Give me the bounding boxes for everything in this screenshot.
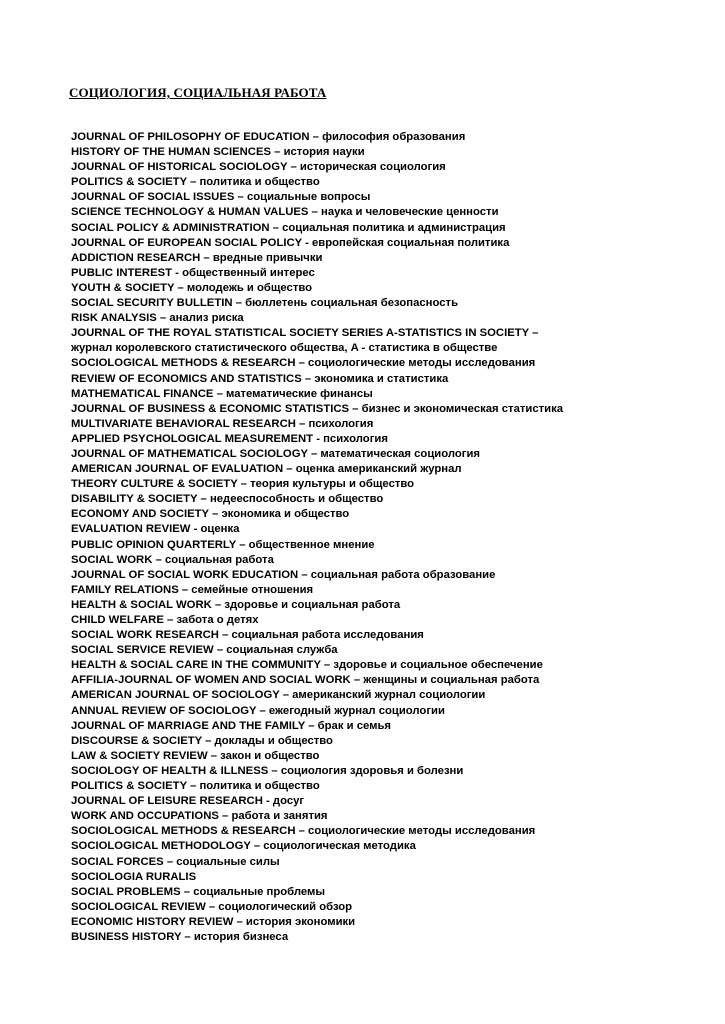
journal-entry: BUSINESS HISTORY – история бизнеса (71, 930, 289, 943)
journal-entry: APPLIED PSYCHOLOGICAL MEASUREMENT - психология (71, 432, 388, 445)
journal-entry: AFFILIA-JOURNAL OF WOMEN AND SOCIAL WORK – женщины и социальная работа (71, 674, 540, 687)
journal-entry: MATHEMATICAL FINANCE – математические финансы (71, 387, 373, 400)
journal-entry: SOCIOLOGICAL METHODS & RESEARCH – социологические методы исследования (71, 357, 536, 370)
journal-entry: THEORY CULTURE & SOCIETY – теория культуры и общество (71, 478, 415, 491)
journal-entry: SCIENCE TECHNOLOGY & HUMAN VALUES – наука и человеческие ценности (71, 206, 499, 219)
journal-entry: ECONOMIC HISTORY REVIEW – история экономики (71, 915, 356, 928)
journal-entry: SOCIAL POLICY & ADMINISTRATION – социальная политика и администрация (71, 221, 506, 234)
journal-entry: JOURNAL OF MATHEMATICAL SOCIOLOGY – математическая социология (71, 447, 481, 460)
journal-entry: DISABILITY & SOCIETY – недееспособность и общество (71, 493, 384, 506)
journal-entry: HEALTH & SOCIAL WORK – здоровье и социальная работа (71, 598, 401, 611)
journal-entry: PUBLIC INTEREST - общественный интерес (71, 266, 315, 279)
journal-entry: ECONOMY AND SOCIETY – экономика и общество (71, 508, 350, 521)
journal-entry: MULTIVARIATE BEHAVIORAL RESEARCH – психология (71, 417, 374, 430)
journal-entry: журнал королевского статистического общества, A - статистика в обществе (71, 342, 498, 355)
journal-entry: HEALTH & SOCIAL CARE IN THE COMMUNITY – здоровье и социальное обеспечение (71, 659, 543, 672)
journal-entry: ANNUAL REVIEW OF SOCIOLOGY – ежегодный журнал социологии (71, 704, 445, 717)
journal-entry: JOURNAL OF SOCIAL ISSUES – социальные вопросы (71, 191, 371, 204)
journal-entry: SOCIOLOGY OF HEALTH & ILLNESS – социология здоровья и болезни (71, 764, 464, 777)
journal-entry: JOURNAL OF EUROPEAN SOCIAL POLICY - европейская социальная политика (71, 236, 510, 249)
journal-entry: SOCIOLOGICAL METHODOLOGY – социологическая методика (71, 840, 416, 853)
journal-entry: YOUTH & SOCIETY – молодежь и общество (71, 281, 313, 294)
journal-entry: REVIEW OF ECONOMICS AND STATISTICS – экономика и статистика (71, 372, 449, 385)
journal-entry: DISCOURSE & SOCIETY – доклады и общество (71, 734, 333, 747)
journal-entry: JOURNAL OF BUSINESS & ECONOMIC STATISTICS – бизнес и экономическая статистика (71, 402, 564, 415)
journal-entry: PUBLIC OPINION QUARTERLY – общественное мнение (71, 538, 375, 551)
journal-entry: POLITICS & SOCIETY – политика и общество (71, 176, 320, 189)
journal-entry: WORK AND OCCUPATIONS – работа и занятия (71, 810, 328, 823)
journal-entry: SOCIAL SERVICE REVIEW – социальная служба (71, 644, 338, 657)
journal-entry: JOURNAL OF THE ROYAL STATISTICAL SOCIETY SERIES A-STATISTICS IN SOCIETY – (71, 327, 539, 340)
journal-entry: SOCIOLOGICAL METHODS & RESEARCH – социологические методы исследования (71, 825, 536, 838)
journal-entry: JOURNAL OF MARRIAGE AND THE FAMILY – брак и семья (71, 719, 392, 732)
journal-entry: SOCIAL WORK – социальная работа (71, 553, 274, 566)
document-heading: СОЦИОЛОГИЯ, СОЦИАЛЬНАЯ РАБОТА (69, 85, 327, 100)
journal-entry: SOCIOLOGIA RURALIS (71, 870, 197, 883)
journal-entry: RISK ANALYSIS – анализ риска (71, 312, 244, 325)
journal-entry: SOCIOLOGICAL REVIEW – социологический обзор (71, 900, 353, 913)
journal-entry: EVALUATION REVIEW - оценка (71, 523, 240, 536)
journal-entry: POLITICS & SOCIETY – политика и общество (71, 780, 320, 793)
journal-entry: JOURNAL OF LEISURE RESEARCH - досуг (71, 795, 305, 808)
journal-entry: CHILD WELFARE – забота о детях (71, 614, 259, 626)
journal-entry: AMERICAN JOURNAL OF SOCIOLOGY – американский журнал социологии (71, 689, 486, 702)
journal-list (71, 130, 711, 945)
journal-entry: JOURNAL OF PHILOSOPHY OF EDUCATION – философия образования (71, 131, 466, 143)
journal-entry: FAMILY RELATIONS – семейные отношения (71, 583, 314, 596)
journal-entry: SOCIAL WORK RESEARCH – социальная работа исследования (71, 629, 424, 642)
journal-entry: LAW & SOCIETY REVIEW – закон и общество (71, 749, 320, 762)
journal-entry: SOCIAL FORCES – социальные силы (71, 855, 280, 868)
journal-entry: SOCIAL PROBLEMS – социальные проблемы (71, 885, 326, 898)
journal-entry: HISTORY OF THE HUMAN SCIENCES – история науки (71, 146, 365, 159)
journal-entry: SOCIAL SECURITY BULLETIN – бюллетень социальная безопасность (71, 297, 459, 310)
journal-entry: JOURNAL OF HISTORICAL SOCIOLOGY – историческая социология (71, 161, 446, 174)
journal-entry: AMERICAN JOURNAL OF EVALUATION – оценка американский журнал (71, 463, 462, 476)
journal-entry: ADDICTION RESEARCH – вредные привычки (71, 251, 323, 264)
journal-entry: JOURNAL OF SOCIAL WORK EDUCATION – социальная работа образование (71, 568, 496, 581)
